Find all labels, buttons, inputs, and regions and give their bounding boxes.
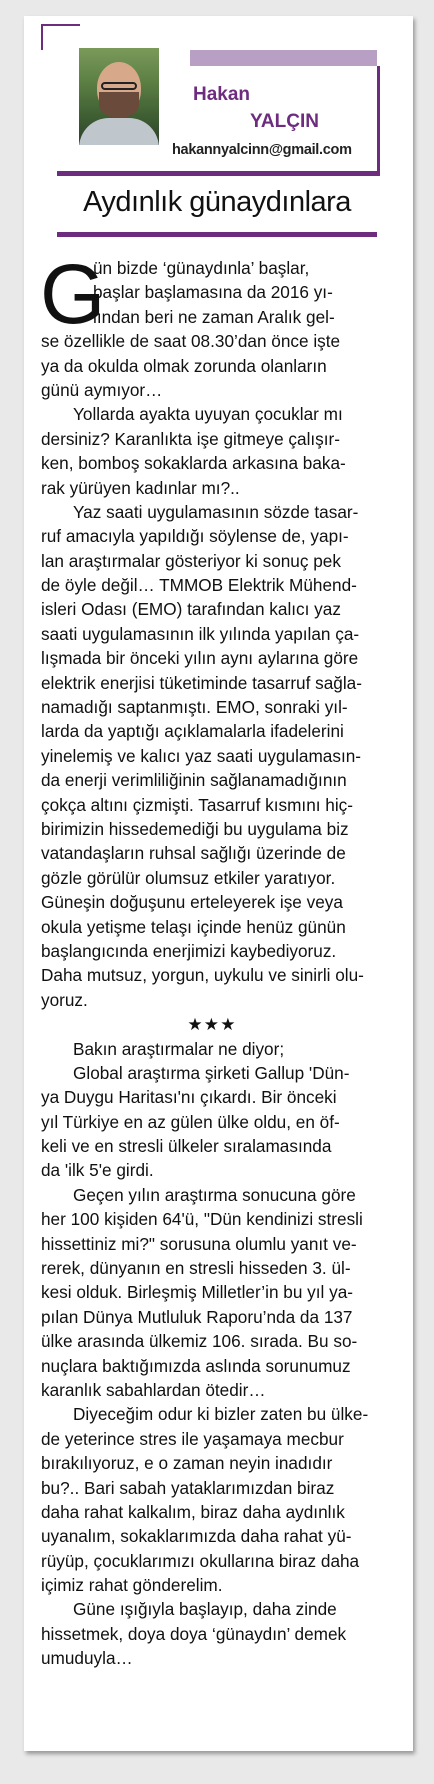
- article-line: bırakılıyoruz, e o zaman neyin inadıdır: [41, 1453, 333, 1474]
- header-name-band: [190, 50, 377, 66]
- article-line: Daha mutsuz, yorgun, uykulu ve sinirli olu-: [41, 965, 364, 986]
- author-photo-shirt: [79, 118, 159, 145]
- article-line: Geçen yılın araştırma sonucuna göre: [73, 1184, 356, 1205]
- author-photo-glasses: [101, 82, 137, 90]
- header-bottom-rule: [57, 171, 380, 176]
- article-line: Diyeceğim odur ki bizler zaten bu ülke-: [73, 1404, 369, 1425]
- article-line: hissetmek, doya doya ‘günaydın’ demek: [41, 1623, 347, 1644]
- author-photo: [79, 48, 159, 145]
- article-body: [41, 256, 383, 1671]
- article-line: ya Duygu Haritası'nı çıkardı. Bir önceki: [41, 1087, 337, 1108]
- article-line: başlangıcında enerjimizi kaybediyoruz.: [41, 940, 337, 961]
- article-line: birimizin hissedemediği bu uygulama biz: [41, 818, 349, 839]
- article-line: umuduyla…: [41, 1648, 133, 1669]
- article-line: ken, bomboş sokaklarda arkasına baka-: [41, 453, 346, 474]
- article-line: ülke arasında ülkemiz 106. sırada. Bu so-: [41, 1331, 358, 1352]
- article-line: se özellikle de saat 08.30’dan önce işte: [41, 331, 341, 352]
- article-line: daha rahat kalkalım, biraz daha aydınlık: [41, 1501, 345, 1522]
- article-line: de öyle değil… TMMOB Elektrik Mühend-: [41, 575, 357, 596]
- article-line: Yaz saati uygulamasının sözde tasar-: [73, 501, 359, 522]
- article-line: pılan Dünya Mutluluk Raporu’nda da 137: [41, 1306, 353, 1327]
- article-line: gözle görülür olumsuz etkiler yaratıyor.: [41, 867, 336, 888]
- header-vertical-rule: [377, 66, 380, 176]
- article-line: karanlık sabahlardan ötedir…: [41, 1379, 266, 1400]
- article-line: lışmada bir önceki yılın aynı aylarına göre: [41, 648, 359, 669]
- article-line: çokça altını çizmişti. Tasarruf kısmını hiç-: [41, 794, 354, 815]
- article-line: dersiniz? Karanlıkta işe gitmeye çalışır-: [41, 428, 340, 449]
- article-line: rerek, dünyanın en stresli hisseden 3. ül-: [41, 1258, 351, 1279]
- article-title: Aydınlık günaydınlara: [83, 186, 351, 218]
- section-separator-stars: ★★★: [187, 1014, 237, 1035]
- title-underline-rule: [57, 232, 377, 237]
- article-line: lından beri ne zaman Aralık gel-: [93, 306, 335, 327]
- article-line: namadığı saptanmıştı. EMO, sonraki yıl-: [41, 697, 348, 718]
- header-corner-frame: [41, 24, 80, 50]
- article-line: da enerji verimliliğinin sağlanamadığının: [41, 770, 347, 791]
- article-line: vatandaşların ruhsal sağlığı üzerinde de: [41, 843, 346, 864]
- article-line: bu?.. Bari sabah yataklarımızdan biraz: [41, 1477, 335, 1498]
- article-line: ruf amacıyla yapıldığı söylense de, yapı-: [41, 526, 349, 547]
- article-line: elektrik enerjisi tüketiminde tasarruf sağla-: [41, 672, 362, 693]
- article-line: yinelemiş ve kalıcı yaz saati uygulamasın-: [41, 745, 362, 766]
- article-line: larda da yaptığı açıklamalarla ifadelerini: [41, 721, 344, 742]
- article-line: isleri Odası (EMO) tarafından kalıcı yaz: [41, 599, 341, 620]
- article-line: Global araştırma şirketi Gallup 'Dün-: [73, 1062, 350, 1083]
- article-line: başlar başlamasına da 2016 yı-: [93, 282, 333, 303]
- article-line: ün bizde ‘günaydınla’ başlar,: [93, 258, 310, 278]
- article-line: yıl Türkiye en az gülen ülke oldu, en öf-: [41, 1111, 340, 1132]
- article-line: da 'ilk 5'e girdi.: [41, 1160, 154, 1181]
- article-line: de yeterince stres ile yaşamaya mecbur: [41, 1428, 344, 1449]
- article-line: nuçlara baktığımızda aslında sorunumuz: [41, 1355, 351, 1376]
- author-last-name: YALÇIN: [250, 111, 319, 132]
- article-line: günü aymıyor…: [41, 379, 163, 400]
- article-line: okula yetişme telaşı içinde henüz günün: [41, 916, 346, 937]
- article-line: Güneşin doğuşunu erteleyerek işe veya: [41, 892, 343, 913]
- article-line: rak yürüyen kadınlar mı?..: [41, 477, 240, 498]
- article-line: Güne ışığıyla başlayıp, daha zinde: [73, 1599, 337, 1620]
- article-line: Bakın araştırmalar ne diyor;: [73, 1038, 285, 1059]
- article-line: yoruz.: [41, 989, 88, 1010]
- article-line: içimiz rahat gönderelim.: [41, 1575, 223, 1596]
- article-line: rüyüp, çocuklarımızı okullarına biraz daha: [41, 1550, 360, 1571]
- author-first-name: Hakan: [193, 84, 251, 105]
- article-line: Yollarda ayakta uyuyan çocuklar mı: [73, 404, 343, 425]
- author-email: hakannyalcinn@gmail.com: [172, 142, 352, 158]
- drop-cap: G: [40, 247, 106, 341]
- article-line: her 100 kişiden 64'ü, "Dün kendinizi stresli: [41, 1209, 363, 1230]
- article-line: keli ve en stresli ülkeler sıralamasında: [41, 1136, 332, 1157]
- article-line: hissettiniz mi?" sorusuna olumlu yanıt ve-: [41, 1233, 357, 1254]
- article-line: uyanalım, sokaklarımızda daha rahat yü-: [41, 1526, 352, 1547]
- article-line: kesi olduk. Birleşmiş Milletler’in bu yıl ya-: [41, 1282, 354, 1303]
- article-line: ya da okulda olmak zorunda olanların: [41, 355, 327, 376]
- article-line: lan araştırmalar gösteriyor ki sonuç pek: [41, 550, 341, 571]
- author-photo-beard: [99, 92, 139, 118]
- article-line: saati uygulamasının ilk yılında yapılan ça-: [41, 623, 360, 644]
